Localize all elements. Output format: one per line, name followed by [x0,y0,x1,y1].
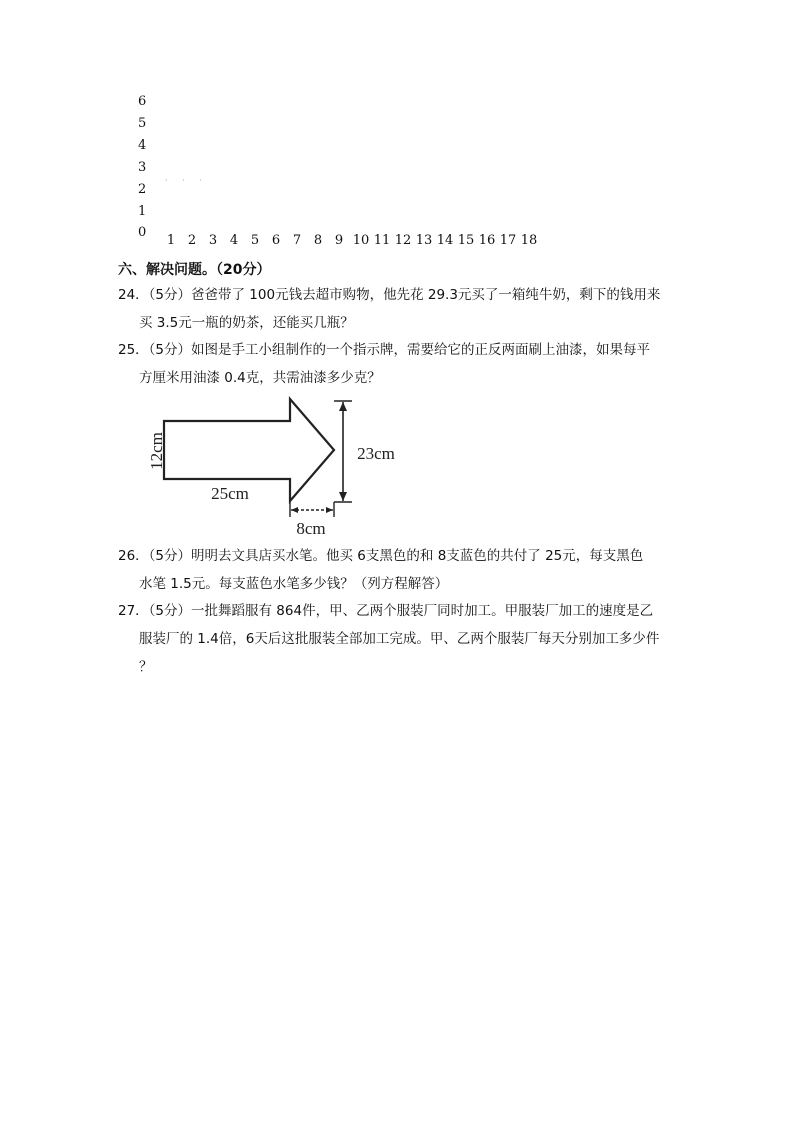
y-tick: 3 [138,160,147,175]
question-text: 水笔 1.5元。每支蓝色水笔多少钱？（列方程解答） [139,576,449,592]
question-text: 27．（5分）一批舞蹈服有 864件，甲、乙两个服装厂同时加工。甲服装厂加工的速度是乙 [118,603,654,619]
x-tick: 13 [415,233,433,248]
question-text: 买 3.5元一瓶的奶茶，还能买几瓶？ [139,315,354,331]
faint-dots: · · · [165,176,208,185]
question-text: 26．（5分）明明去文具店买水笔。他买 6支黑色的和 8支蓝色的共付了 25元，每支黑色 [118,548,644,564]
y-tick: 5 [138,116,147,131]
x-tick: 14 [436,233,454,248]
x-tick: 9 [334,233,344,248]
label-total: 23cm [357,444,395,463]
question-26 [118,542,698,598]
x-tick: 1 [166,233,176,248]
dimension-arrowhead [326,507,333,513]
question-text: 服装厂的 1.4倍，6天后这批服装全部加工完成。甲、乙两个服装厂每天分别加工多少件 [139,631,660,647]
x-tick: 8 [313,233,323,248]
dimension-arrowhead [339,402,347,411]
x-tick: 4 [229,233,239,248]
dimension-arrowhead [291,507,298,513]
label-tip: 8cm [296,519,326,538]
label-height: 12cm [146,432,166,470]
y-tick: 2 [138,182,147,197]
x-tick: 17 [499,233,517,248]
x-tick: 10 [352,233,370,248]
question-24 [118,281,698,337]
x-tick: 16 [478,233,496,248]
y-tick: 4 [138,138,147,153]
arrow-shape [164,399,334,501]
question-text: ？ [139,659,153,675]
arrow-sign-figure [138,395,428,540]
question-text: 方厘米用油漆 0.4克，共需油漆多少克？ [139,370,381,386]
x-tick: 11 [373,233,391,248]
question-25 [118,336,698,392]
label-length: 25cm [211,484,249,503]
question-27 [118,597,698,681]
x-tick: 7 [292,233,302,248]
y-tick: 0 [138,225,147,240]
question-text: 25．（5分）如图是手工小组制作的一个指示牌，需要给它的正反两面刷上油漆，如果每平 [118,342,651,358]
y-tick: 6 [138,94,147,109]
x-tick: 18 [520,233,538,248]
x-tick: 6 [271,233,281,248]
dimension-arrowhead [339,492,347,501]
x-tick: 2 [187,233,197,248]
y-tick: 1 [138,204,147,219]
x-tick: 15 [457,233,475,248]
x-tick: 12 [394,233,412,248]
section-heading: 六、解决问题。（20分） [118,262,271,278]
question-text: 24．（5分）爸爸带了 100元钱去超市购物，他先花 29.3元买了一箱纯牛奶，剩下的钱用来 [118,287,661,303]
x-tick: 5 [250,233,260,248]
x-tick: 3 [208,233,218,248]
